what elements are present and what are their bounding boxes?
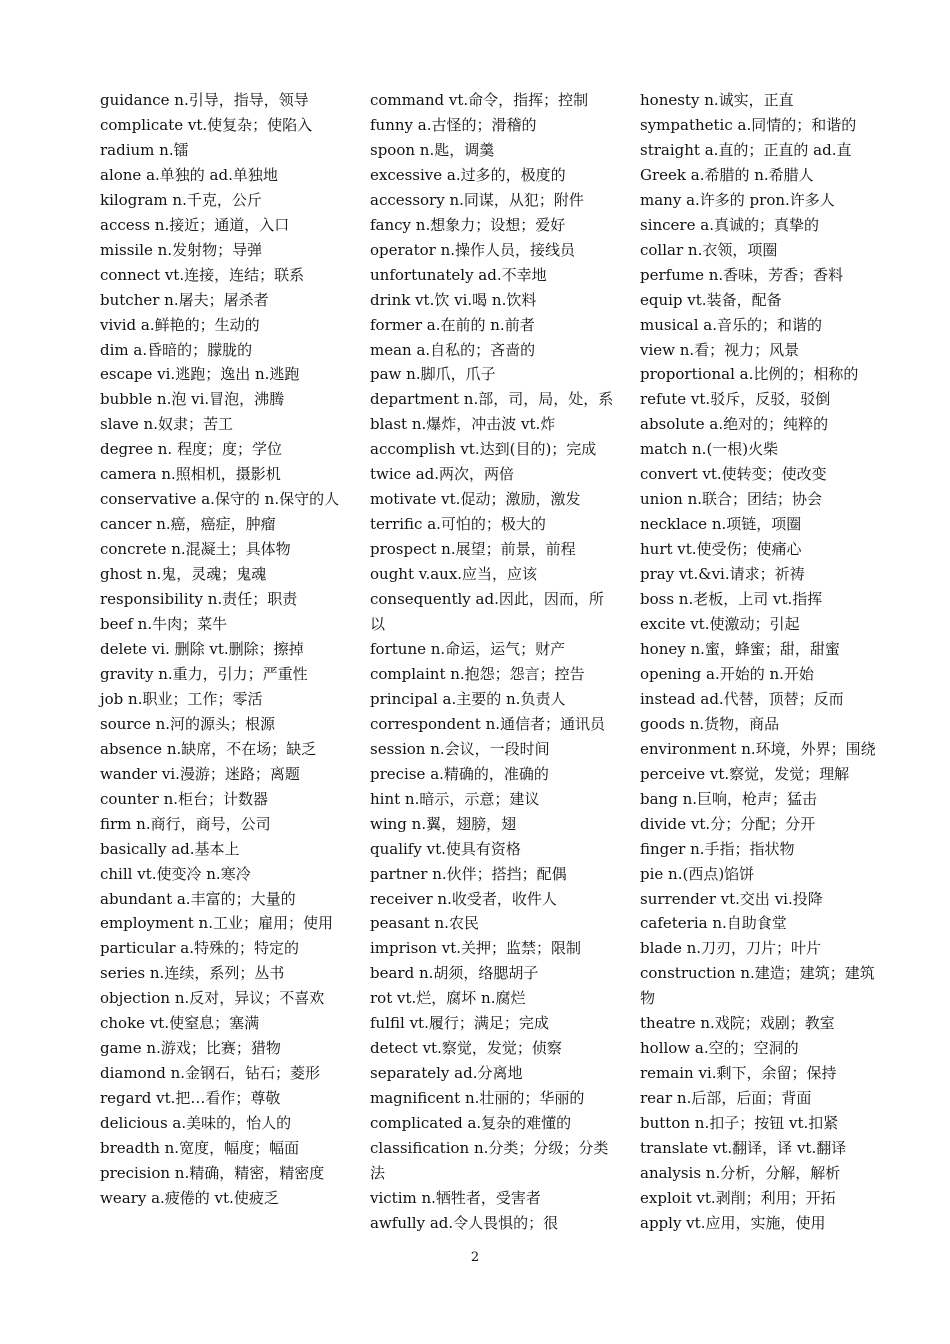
vocabulary-entry: series n.连续，系列；丛书 (100, 964, 285, 983)
vocabulary-entry: necklace n.项链，项圈 (640, 515, 802, 534)
vocabulary-entry: many a.许多的 pron.许多人 (640, 190, 835, 209)
vocabulary-entry: hollow a.空的；空洞的 (640, 1039, 799, 1058)
vocabulary-entry: theatre n.戏院；戏剧；教室 (640, 1014, 835, 1033)
vocabulary-entry: honesty n.诚实，正直 (640, 91, 794, 109)
vocabulary-entry: absence n.缺席，不在场；缺乏 (100, 739, 317, 758)
vocabulary-entry: convert vt.使转变；使改变 (640, 465, 827, 484)
vocabulary-entry: boss n.老板，上司 vt.指挥 (640, 590, 823, 609)
vocabulary-entry: view n.看；视力；风景 (640, 340, 800, 359)
vocabulary-entry: absolute a.绝对的；纯粹的 (640, 415, 829, 434)
vocabulary-entry: analysis n.分析，分解，解析 (640, 1163, 841, 1182)
vocabulary-entry: qualify vt.使具有资格 (370, 839, 521, 858)
vocabulary-entry: former a.在前的 n.前者 (370, 315, 535, 334)
vocabulary-entry: honey n.蜜，蜂蜜；甜，甜蜜 (640, 639, 840, 658)
vocabulary-entry: excessive a.过多的，极度的 (370, 165, 566, 184)
vocabulary-entry: concrete n.混凝土；具体物 (100, 540, 291, 559)
vocabulary-entry: choke vt.使窒息；塞满 (100, 1014, 260, 1033)
vocabulary-entry: ghost n.鬼，灵魂；鬼魂 (100, 565, 267, 584)
vocabulary-entry: hint n.暗示，示意；建议 (370, 789, 540, 808)
vocabulary-column-1 (100, 88, 348, 1211)
vocabulary-entry: separately ad.分离地 (370, 1064, 523, 1083)
vocabulary-entry: fancy n.想象力；设想；爱好 (370, 215, 566, 234)
vocabulary-entry: butcher n.屠夫；屠杀者 (100, 290, 269, 309)
vocabulary-entry: degree n. 程度；度；学位 (100, 440, 282, 459)
vocabulary-entry: bang n.巨响，枪声；猛击 (640, 789, 818, 808)
vocabulary-entry: surrender vt.交出 vi.投降 (640, 889, 823, 908)
vocabulary-entry: department n.部，司，局，处，系 (370, 390, 614, 409)
vocabulary-entry: alone a.单独的 ad.单独地 (100, 165, 278, 184)
vocabulary-entry: divide vt.分；分配；分开 (640, 814, 816, 833)
vocabulary-entry: operator n.操作人员，接线员 (370, 240, 576, 259)
vocabulary-entry: responsibility n.责任；职责 (100, 590, 298, 609)
vocabulary-entry: receiver n.收受者，收件人 (370, 889, 557, 908)
vocabulary-entry: precision n.精确，精密，精密度 (100, 1163, 325, 1182)
vocabulary-entry: magnificent n.壮丽的；华丽的 (370, 1089, 585, 1108)
vocabulary-entry: detect vt.察觉，发觉；侦察 (370, 1039, 562, 1058)
vocabulary-entry: match n.(一根)火柴 (640, 440, 779, 459)
vocabulary-entry: perfume n.香味，芳香；香料 (640, 265, 844, 284)
vocabulary-entry: drink vt.饮 vi.喝 n.饮料 (370, 290, 537, 309)
vocabulary-entry: Greek a.希腊的 n.希腊人 (640, 165, 814, 184)
vocabulary-entry: straight a.直的；正直的 ad.直 (640, 140, 852, 159)
vocabulary-entry: delete vi. 删除 vt.删除；擦掉 (100, 639, 304, 658)
vocabulary-entry: abundant a.丰富的；大量的 (100, 889, 296, 908)
vocabulary-entry: spoon n.匙，调羹 (370, 140, 495, 159)
vocabulary-entry: cafeteria n.自助食堂 (640, 914, 787, 933)
vocabulary-entry: principal a.主要的 n.负责人 (370, 689, 566, 708)
vocabulary-entry: unfortunately ad.不幸地 (370, 265, 547, 284)
vocabulary-entry: exploit vt.剥削；利用；开拓 (640, 1188, 836, 1207)
vocabulary-entry: rot vt.烂，腐坏 n.腐烂 (370, 989, 526, 1008)
vocabulary-entry: pie n.(西点)馅饼 (640, 864, 755, 883)
vocabulary-entry: peasant n.农民 (370, 914, 479, 933)
vocabulary-entry: victim n.牺牲者，受害者 (370, 1188, 541, 1207)
vocabulary-entry: accessory n.同谋，从犯；附件 (370, 190, 584, 209)
vocabulary-entry: ought v.aux.应当，应该 (370, 565, 538, 584)
page-number: 2 (470, 1250, 480, 1265)
vocabulary-entry: rear n.后部，后面；背面 (640, 1089, 812, 1108)
vocabulary-entry: dim a.昏暗的；朦胧的 (100, 340, 253, 359)
vocabulary-entry: opening a.开始的 n.开始 (640, 664, 814, 683)
vocabulary-entry: radium n.镭 (100, 140, 189, 159)
vocabulary-entry: prospect n.展望；前景，前程 (370, 540, 576, 559)
vocabulary-entry: fortune n.命运，运气；财产 (370, 639, 566, 658)
vocabulary-entry: wing n.翼，翅膀，翅 (370, 814, 517, 833)
vocabulary-entry: kilogram n.千克，公斤 (100, 190, 262, 209)
vocabulary-entry: equip vt.装备，配备 (640, 290, 782, 309)
vocabulary-entry: breadth n.宽度，幅度；幅面 (100, 1139, 300, 1158)
vocabulary-entry: cancer n.癌，癌症，肿瘤 (100, 515, 276, 534)
vocabulary-entry: imprison vt.关押；监禁；限制 (370, 939, 582, 958)
vocabulary-entry: proportional a.比例的；相称的 (640, 365, 859, 384)
vocabulary-entry: sincere a.真诚的；真挚的 (640, 215, 819, 234)
vocabulary-entry: funny a.古怪的；滑稽的 (370, 115, 537, 134)
vocabulary-entry: regard vt.把…看作；尊敬 (100, 1089, 281, 1108)
vocabulary-entry: remain vi.剩下，余留；保持 (640, 1064, 837, 1083)
vocabulary-entry: blast n.爆炸，冲击波 vt.炸 (370, 415, 556, 434)
vocabulary-entry: beard n.胡须，络腮胡子 (370, 964, 539, 983)
vocabulary-entry: complaint n.抱怨；怨言；控告 (370, 664, 585, 683)
vocabulary-entry: correspondent n.通信者；通讯员 (370, 714, 606, 733)
vocabulary-entry: accomplish vt.达到(目的)；完成 (370, 440, 597, 459)
vocabulary-entry: instead ad.代替，顶替；反而 (640, 689, 844, 708)
vocabulary-entry: particular a.特殊的；特定的 (100, 939, 299, 958)
vocabulary-entry: apply vt.应用，实施，使用 (640, 1213, 826, 1232)
vocabulary-entry: beef n.牛肉；菜牛 (100, 615, 228, 634)
vocabulary-entry: slave n.奴隶；苦工 (100, 415, 233, 434)
vocabulary-entry: terrific a.可怕的；极大的 (370, 515, 546, 534)
vocabulary-entry: blade n.刀刃，刀片；叶片 (640, 939, 822, 958)
vocabulary-entry: source n.河的源头；根源 (100, 714, 276, 733)
vocabulary-entry: sympathetic a.同情的；和谐的 (640, 115, 857, 134)
vocabulary-entry: job n.职业；工作；零活 (100, 689, 263, 708)
vocabulary-entry: escape vi.逃跑；逸出 n.逃跑 (100, 365, 300, 384)
vocabulary-entry: chill vt.使变冷 n.寒冷 (100, 864, 251, 883)
vocabulary-entry: translate vt.翻译，译 vt.翻译 (640, 1139, 847, 1158)
vocabulary-entry: button n.扣子；按钮 vt.扣紧 (640, 1114, 839, 1133)
vocabulary-entry: bubble n.泡 vi.冒泡，沸腾 (100, 390, 285, 409)
vocabulary-entry: excite vt.使激动；引起 (640, 615, 800, 634)
vocabulary-entry: mean a.自私的；吝啬的 (370, 340, 536, 359)
vocabulary-entry: complicated a.复杂的难懂的 (370, 1114, 572, 1133)
vocabulary-entry: command vt.命令，指挥；控制 (370, 91, 589, 109)
vocabulary-entry: partner n.伙伴；搭挡；配偶 (370, 864, 567, 883)
vocabulary-entry: session n.会议，一段时间 (370, 739, 550, 758)
vocabulary-entry: classification n.分类；分级；分类法 (370, 1139, 609, 1182)
vocabulary-entry: delicious a.美味的，怡人的 (100, 1114, 292, 1133)
vocabulary-entry: fulfil vt.履行；满足；完成 (370, 1014, 549, 1033)
vocabulary-entry: access n.接近；通道，入口 (100, 215, 290, 234)
vocabulary-entry: counter n.柜台；计数器 (100, 789, 269, 808)
vocabulary-entry: refute vt.驳斥，反驳，驳倒 (640, 390, 831, 409)
vocabulary-entry: basically ad.基本上 (100, 839, 240, 858)
vocabulary-entry: consequently ad.因此，因而，所以 (370, 590, 604, 634)
vocabulary-entry: employment n.工业；雇用；使用 (100, 914, 333, 933)
vocabulary-entry: precise a.精确的，准确的 (370, 764, 549, 783)
vocabulary-entry: diamond n.金钢石，钻石；菱形 (100, 1064, 321, 1083)
vocabulary-entry: conservative a.保守的 n.保守的人 (100, 490, 340, 509)
vocabulary-entry: goods n.货物，商品 (640, 714, 780, 733)
vocabulary-entry: environment n.环境，外界；围绕 (640, 739, 876, 758)
vocabulary-entry: pray vt.&vi.请求；祈祷 (640, 565, 805, 584)
vocabulary-entry: camera n.照相机，摄影机 (100, 465, 281, 484)
vocabulary-entry: motivate vt.促动；激励，激发 (370, 490, 581, 509)
vocabulary-column-3 (640, 88, 888, 1236)
vocabulary-entry: awfully ad.令人畏惧的；很 (370, 1213, 559, 1232)
vocabulary-entry: connect vt.连接，连结；联系 (100, 265, 305, 284)
vocabulary-entry: guidance n.引导，指导，领导 (100, 91, 309, 109)
vocabulary-entry: hurt vt.使受伤；使痛心 (640, 540, 802, 559)
vocabulary-entry: finger n.手指；指状物 (640, 839, 795, 858)
vocabulary-entry: collar n.衣领，项圈 (640, 240, 778, 259)
vocabulary-column-2 (370, 88, 618, 1236)
vocabulary-entry: wander vi.漫游；迷路；离题 (100, 764, 300, 783)
vocabulary-entry: game n.游戏；比赛；猎物 (100, 1039, 281, 1058)
vocabulary-entry: complicate vt.使复杂；使陷入 (100, 115, 313, 134)
vocabulary-entry: musical a.音乐的；和谐的 (640, 315, 823, 334)
vocabulary-entry: gravity n.重力，引力；严重性 (100, 664, 308, 683)
vocabulary-entry: missile n.发射物；导弹 (100, 240, 263, 259)
vocabulary-entry: weary a.疲倦的 vt.使疲乏 (100, 1188, 279, 1207)
vocabulary-entry: perceive vt.察觉，发觉；理解 (640, 764, 850, 783)
vocabulary-entry: construction n.建造；建筑；建筑物 (640, 964, 875, 1008)
vocabulary-entry: twice ad.两次，两倍 (370, 465, 515, 484)
vocabulary-entry: union n.联合；团结；协会 (640, 490, 823, 509)
vocabulary-entry: objection n.反对，异议；不喜欢 (100, 989, 325, 1008)
vocabulary-entry: vivid a.鲜艳的；生动的 (100, 315, 260, 334)
vocabulary-entry: firm n.商行，商号，公司 (100, 814, 271, 833)
vocabulary-entry: paw n.脚爪，爪子 (370, 365, 496, 384)
